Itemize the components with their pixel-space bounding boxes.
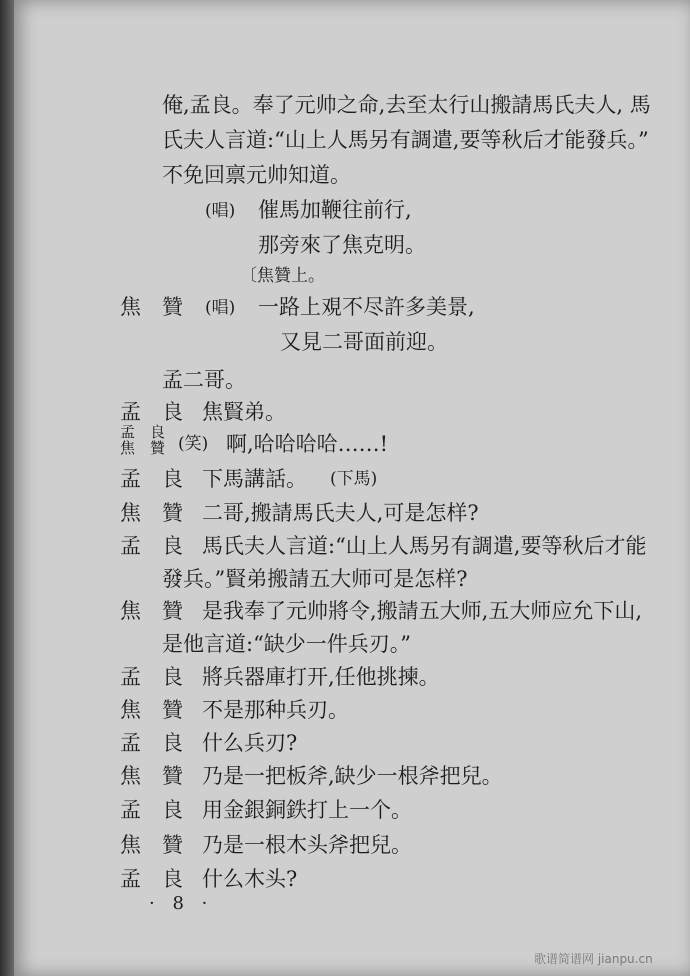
song-line: 催馬加鞭往前行,: [258, 198, 412, 222]
speaker-label: 孟 良: [120, 534, 183, 558]
speaker-label: 焦 贊: [120, 599, 183, 623]
speaker-label: 孟 良: [120, 400, 183, 424]
speaker-label: 孟 良: [120, 665, 183, 689]
dialogue-line: 乃是一把板斧,缺少一根斧把兒。: [202, 764, 503, 788]
dialogue-line: 什么兵刃?: [202, 731, 298, 755]
speaker-label: 焦 贊: [120, 501, 183, 525]
speaker-label: 焦 贊: [120, 439, 166, 457]
song-cue: (唱): [205, 201, 236, 221]
dialogue-line: 將兵器庫打开,任他挑揀。: [202, 665, 440, 689]
stage-cue: (笑): [178, 434, 209, 454]
dialogue-line: 焦賢弟。: [202, 400, 286, 424]
speaker-label: 焦 贊: [120, 698, 183, 722]
watermark-text: 歌谱简谱网 jianpu.cn: [534, 952, 653, 966]
book-page: [14, 0, 690, 976]
stage-direction: (下馬): [330, 469, 378, 489]
speaker-label: 孟 良: [120, 798, 183, 822]
dialogue-line: 是我奉了元帅將令,搬請五大师,五大师应允下山,: [202, 599, 643, 623]
monologue-line: 氏夫人言道:“山上人馬另有調遣,要等秋后才能發兵。”: [162, 128, 649, 152]
speaker-label: 焦 贊: [120, 764, 183, 788]
speaker-label: 孟 良: [120, 867, 183, 891]
song-line: 那旁來了焦克明。: [258, 233, 426, 257]
page-number: · 8 ·: [149, 893, 214, 914]
dialogue-line: 不是那种兵刃。: [202, 698, 349, 722]
dialogue-line: 發兵。”賢弟搬請五大师可是怎样?: [162, 567, 468, 591]
book-binding-shadow: [0, 0, 14, 976]
dialogue-line: 用金銀銅鉄打上一个。: [202, 798, 412, 822]
dialogue-line: 是他言道:“缺少一件兵刃。”: [162, 632, 412, 656]
song-line: 又見二哥面前迎。: [280, 330, 448, 354]
speaker-label: 焦 贊: [120, 833, 183, 857]
dialogue-line: 馬氏夫人言道:“山上人馬另有調遣,要等秋后才能: [202, 534, 647, 558]
dialogue-line: 乃是一根木头斧把兒。: [202, 833, 412, 857]
speaker-label: 孟 良: [120, 467, 183, 491]
dialogue-line: 孟二哥。: [162, 368, 246, 392]
stage-direction: 〔焦贊上。: [240, 266, 325, 286]
song-cue: (唱): [205, 298, 236, 318]
speaker-label: 焦 贊: [120, 295, 183, 319]
song-line: 一路上覌不尽許多美景,: [258, 295, 475, 319]
dialogue-line: 什么木头?: [202, 867, 298, 891]
dialogue-line: 啊,哈哈哈哈……!: [226, 432, 389, 456]
speaker-label: 孟 良: [120, 423, 166, 441]
dialogue-line: 二哥,搬請馬氏夫人,可是怎样?: [202, 501, 479, 525]
speaker-label: 孟 良: [120, 731, 183, 755]
monologue-line: 不免回禀元帅知道。: [162, 163, 351, 187]
dialogue-line: 下馬講話。: [202, 467, 307, 491]
monologue-line: 俺,孟良。奉了元帅之命,去至太行山搬請馬氏夫人, 馬: [162, 93, 651, 117]
